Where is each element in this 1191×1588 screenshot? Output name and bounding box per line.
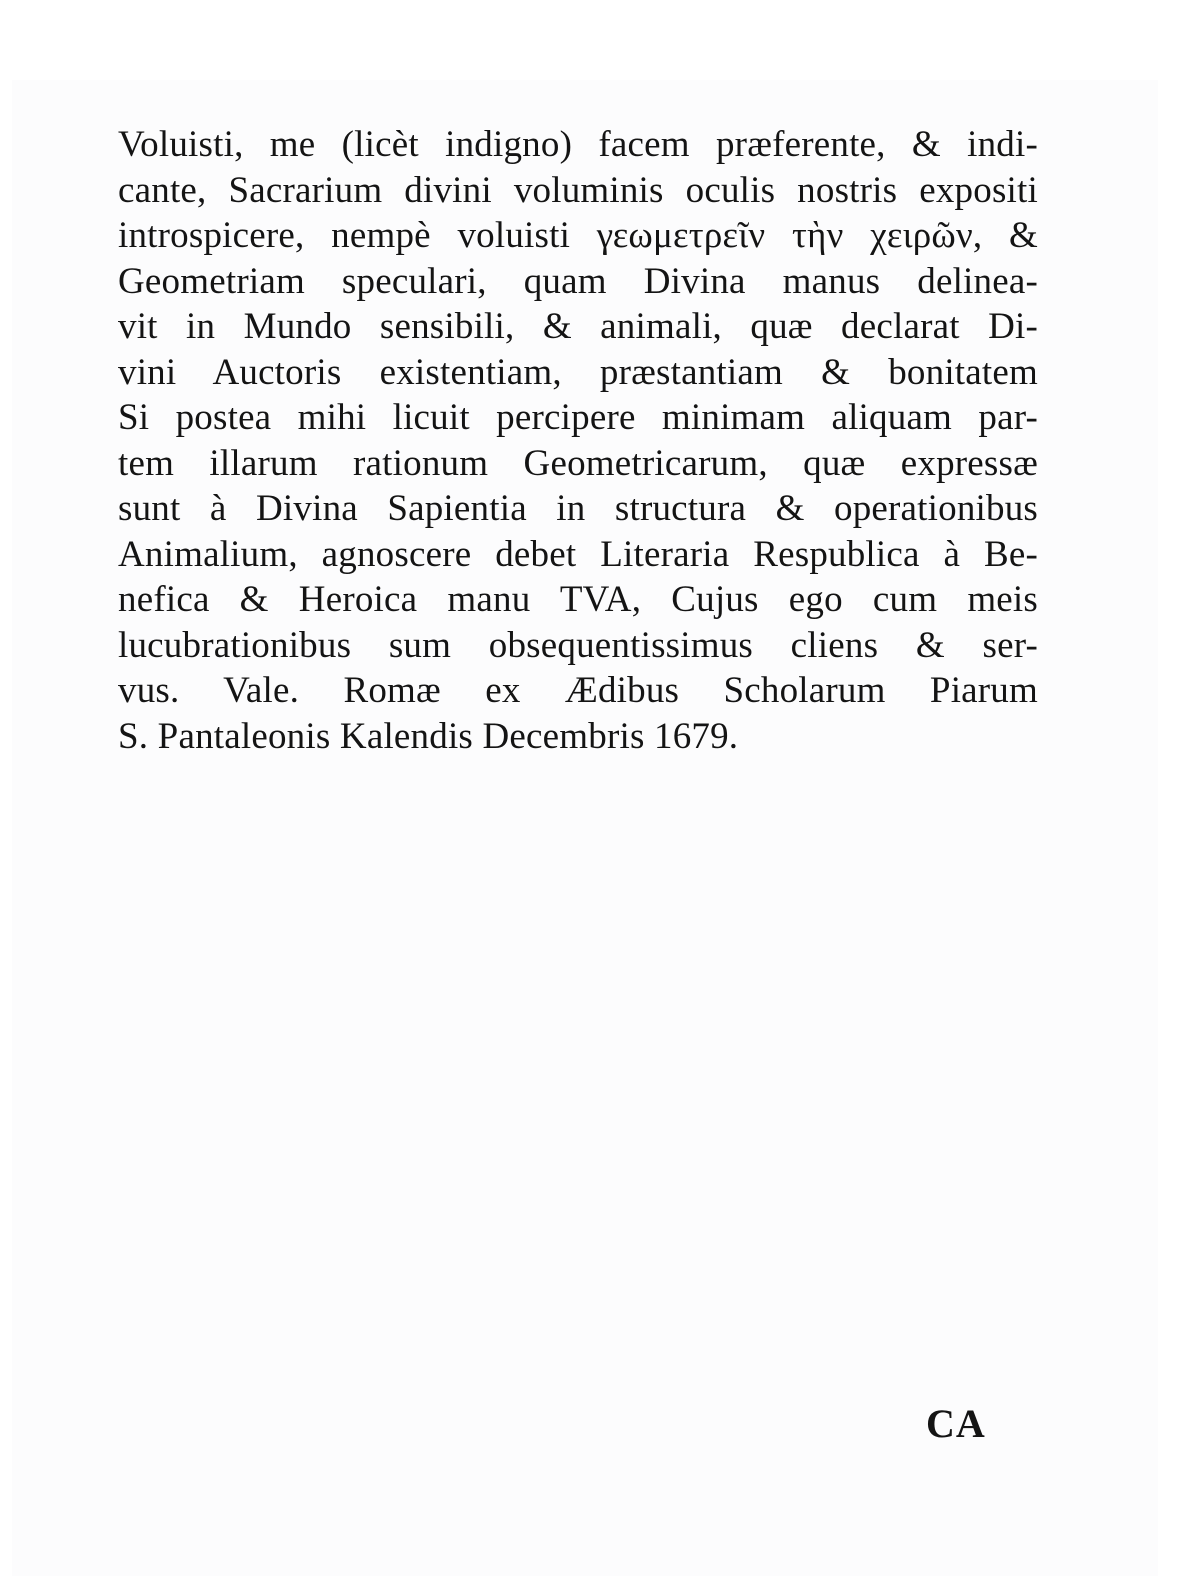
text-line-8: tem illarum rationum Geometricarum, quæ expressæ <box>118 442 1038 484</box>
text-line-6: vini Auctoris existentiam, præstantiam & bonitatem <box>118 351 1038 393</box>
text-line-7: Si postea mihi licuit percipere minimam aliquam par- <box>118 397 1038 438</box>
text-line-4: Geometriam speculari, quam Divina manus delinea- <box>118 260 1038 302</box>
text-line-14: S. Pantaleonis Kalendis Decembris 1679. <box>118 715 739 757</box>
body-text <box>118 122 1038 759</box>
text-line-2: cante, Sacrarium divini voluminis oculis nostris expositi <box>118 169 1038 211</box>
text-line-1: Voluisti, me (licèt indigno) facem præferente, & indi- <box>118 124 1038 165</box>
text-line-13: vus. Vale. Romæ ex Ædibus Scholarum Piarum <box>118 670 1038 711</box>
text-line-9: sunt à Divina Sapientia in structura & operationibus <box>118 488 1038 529</box>
text-line-3: introspicere, nempè voluisti γεωμετρεῖν τὴν χειρῶν, & <box>118 215 1038 256</box>
text-line-11: nefica & Heroica manu TVA, Cujus ego cum meis <box>118 579 1038 620</box>
text-line-10: Animalium, agnoscere debet Literaria Respublica à Be- <box>118 533 1038 575</box>
text-line-5: vit in Mundo sensibili, & animali, quæ declarat Di- <box>118 306 1038 347</box>
signature-mark: CA <box>926 1401 986 1446</box>
text-line-12: lucubrationibus sum obsequentissimus cliens & ser- <box>118 624 1038 666</box>
